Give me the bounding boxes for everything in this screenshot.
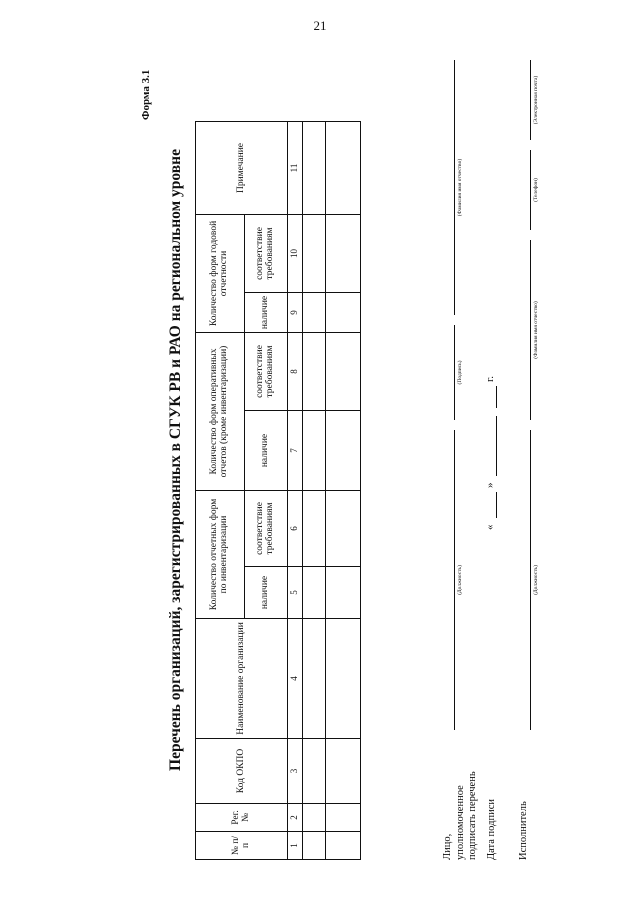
header-annual-presence: наличие <box>245 293 288 333</box>
table-cell[interactable] <box>303 215 326 293</box>
table-cell[interactable] <box>303 411 326 491</box>
table-cell[interactable] <box>326 293 361 333</box>
table-cell[interactable] <box>303 333 326 411</box>
column-number: 3 <box>288 739 303 804</box>
column-number: 1 <box>288 832 303 860</box>
table-cell[interactable] <box>326 804 361 832</box>
document-title: Перечень организаций, зарегистрированных в СГУК РВ и РАО на региональном уровне <box>167 149 184 771</box>
executor-label: Исполнитель <box>518 801 529 860</box>
table-cell[interactable] <box>303 122 326 215</box>
column-number: 7 <box>288 411 303 491</box>
header-note: Примечание <box>196 122 288 215</box>
header-okpo: Код ОКПО <box>196 739 288 804</box>
table-cell[interactable] <box>326 739 361 804</box>
table-cell[interactable] <box>303 293 326 333</box>
caption-phone: (Телефон) <box>533 178 539 202</box>
header-oper-presence: наличие <box>245 411 288 491</box>
header-num: № п/п <box>196 832 288 860</box>
authorized-position-line[interactable] <box>454 430 455 730</box>
form-label: Форма 3.1 <box>140 69 152 120</box>
header-annual-compliance: соответствие требованиям <box>245 215 288 293</box>
page-number: 21 <box>313 18 327 33</box>
executor-position-line[interactable] <box>530 430 531 730</box>
header-reg-number: Рег. № <box>196 804 288 832</box>
executor-full-name-line[interactable] <box>530 240 531 420</box>
authorized-full-name-line[interactable] <box>454 60 455 315</box>
table-cell[interactable] <box>326 832 361 860</box>
table-cell[interactable] <box>326 333 361 411</box>
table-cell[interactable] <box>326 491 361 567</box>
header-inventory-forms: Количество отчетных форм по инвентаризации <box>196 491 245 619</box>
executor-email-line[interactable] <box>530 60 531 140</box>
table-cell[interactable] <box>326 619 361 739</box>
executor-phone-line[interactable] <box>530 150 531 230</box>
table-cell[interactable] <box>326 122 361 215</box>
date-open-quote: « <box>484 524 496 530</box>
table-row <box>303 122 326 860</box>
caption-email: (Электронная почта) <box>533 75 539 125</box>
table-cell[interactable] <box>303 832 326 860</box>
caption-position: (Должность) <box>533 565 539 595</box>
column-number: 10 <box>288 215 303 293</box>
date-year-line[interactable] <box>496 386 497 408</box>
table-cell[interactable] <box>303 804 326 832</box>
header-org-name: Наименование организации <box>196 619 288 739</box>
table-cell[interactable] <box>326 567 361 619</box>
caption-signature: (Подпись) <box>457 360 463 385</box>
column-number: 4 <box>288 619 303 739</box>
column-number: 6 <box>288 491 303 567</box>
column-number: 5 <box>288 567 303 619</box>
date-year-suffix: г. <box>484 375 496 382</box>
table-cell[interactable] <box>303 567 326 619</box>
column-number: 2 <box>288 804 303 832</box>
authorized-label: Лицо, уполномоченное подписать перечень <box>442 771 479 860</box>
column-number: 9 <box>288 293 303 333</box>
table-cell[interactable] <box>326 411 361 491</box>
table-cell[interactable] <box>303 739 326 804</box>
authorized-signature-line[interactable] <box>454 325 455 420</box>
table-cell[interactable] <box>303 619 326 739</box>
rotated-form <box>100 40 570 880</box>
header-inv-compliance: соответствие требованиям <box>245 491 288 567</box>
header-oper-compliance: соответствие требованиям <box>245 333 288 411</box>
date-month-line[interactable] <box>496 416 497 476</box>
header-inv-presence: наличие <box>245 567 288 619</box>
organizations-table <box>195 121 361 860</box>
header-operative-forms: Количество форм оперативных отчетов (кроме инвентаризации) <box>196 333 245 491</box>
signing-date-label: Дата подписи <box>486 799 497 860</box>
column-number: 8 <box>288 333 303 411</box>
date-day-line[interactable] <box>496 492 497 518</box>
table-row <box>326 122 361 860</box>
column-number: 11 <box>288 122 303 215</box>
table-cell[interactable] <box>303 491 326 567</box>
caption-full-name: (Фамилия имя отчество) <box>533 301 539 359</box>
caption-position: (Должность) <box>457 565 463 595</box>
caption-full-name: (Фамилия имя отчество) <box>457 158 463 217</box>
table-cell[interactable] <box>326 215 361 293</box>
date-close-quote: » <box>484 482 496 488</box>
header-annual-forms: Количество форм годовой отчетности <box>196 215 245 333</box>
